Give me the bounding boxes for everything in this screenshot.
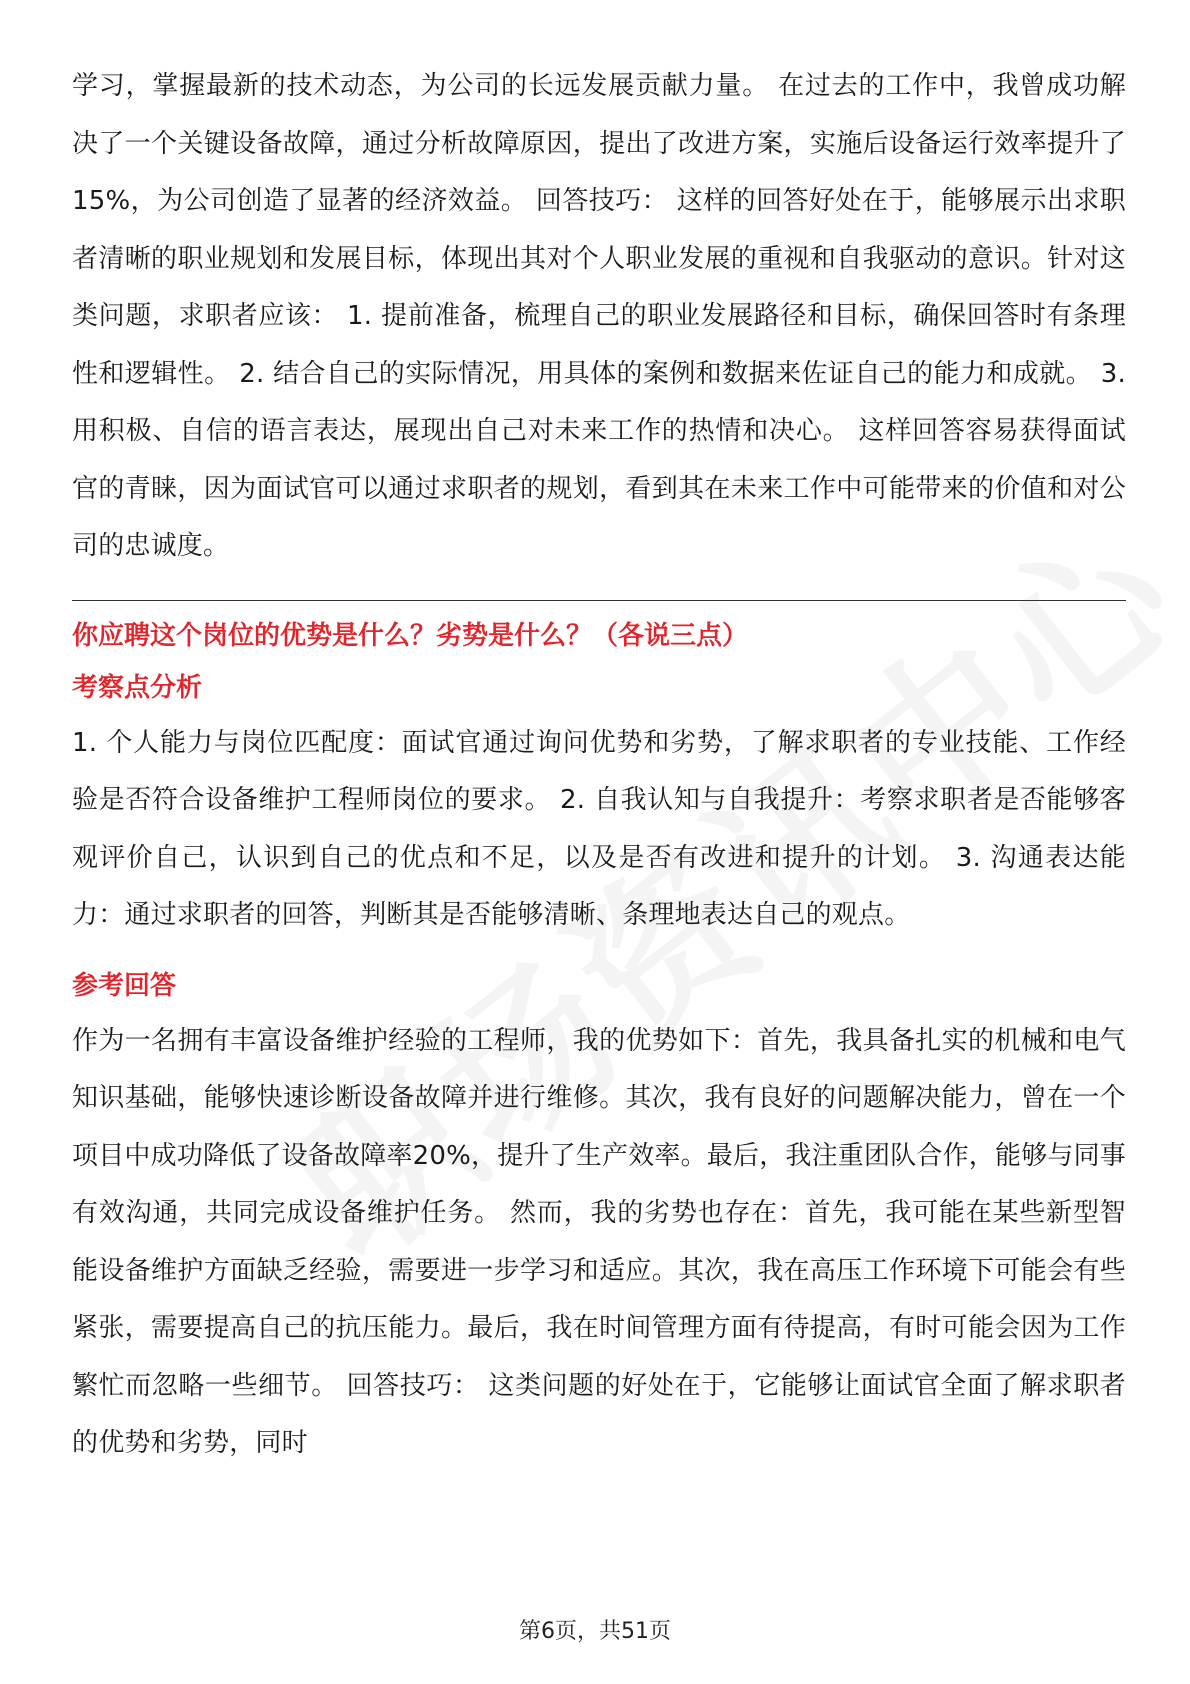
analysis-heading: 考察点分析 xyxy=(72,672,203,703)
page-number: 第6页，共51页 xyxy=(519,1619,671,1644)
analysis-paragraph: 1. 个人能力与岗位匹配度：面试官通过询问优势和劣势，了解求职者的专业技能、工作经验是否符合设备维护工程师岗位的要求。 2. 自我认知与自我提升：考察求职者是否能够客观评价自己，认识到自己的优点和不足，以及是否有改进和提升的计划。 3. 沟通表达能力：通过求职者的回答，判断其是否能够清晰、条理地表达自己的观点。 xyxy=(72,727,1126,930)
answer-paragraph: 作为一名拥有丰富设备维护经验的工程师，我的优势如下：首先，我具备扎实的机械和电气知识基础，能够快速诊断设备故障并进行维修。其次，我有良好的问题解决能力，曾在一个项目中成功降低了设备故障率20%，提升了生产效率。最后，我注重团队合作，能够与同事有效沟通，共同完成设备维护任务。 然而，我的劣势也存在：首先，我可能在某些新型智能设备维护方面缺乏经验，需要进一步学习和适应。其次，我在高压工作环境下可能会有些紧张，需要提高自己的抗压能力。最后，我在时间管理方面有待提高，有时可能会因为工作繁忙而忽略一些细节。 回答技巧： 这类问题的好处在于，它能够让面试官全面了解求职者的优势和劣势，同时 xyxy=(72,1025,1126,1458)
question-title: 你应聘这个岗位的优势是什么？劣势是什么？（各说三点） xyxy=(72,620,749,651)
page-content xyxy=(72,58,1126,1473)
section-divider xyxy=(72,600,1126,601)
intro-paragraph: 学习，掌握最新的技术动态，为公司的长远发展贡献力量。 在过去的工作中，我曾成功解决了一个关键设备故障，通过分析故障原因，提出了改进方案，实施后设备运行效率提升了15%，为公司创造了显著的经济效益。 回答技巧： 这样的回答好处在于，能够展示出求职者清晰的职业规划和发展目标，体现出其对个人职业发展的重视和自我驱动的意识。针对这类问题，求职者应该： 1. 提前准备，梳理自己的职业发展路径和目标，确保回答时有条理性和逻辑性。 2. 结合自己的实际情况，用具体的案例和数据来佐证自己的能力和成就。 3. 用积极、自信的语言表达，展现出自己对未来工作的热情和决心。 这样回答容易获得面试官的青睐，因为面试官可以通过求职者的规划，看到其在未来工作中可能带来的价值和对公司的忠诚度。 xyxy=(72,71,1127,561)
answer-heading: 参考回答 xyxy=(72,970,177,1001)
section-spacer xyxy=(72,945,1126,959)
